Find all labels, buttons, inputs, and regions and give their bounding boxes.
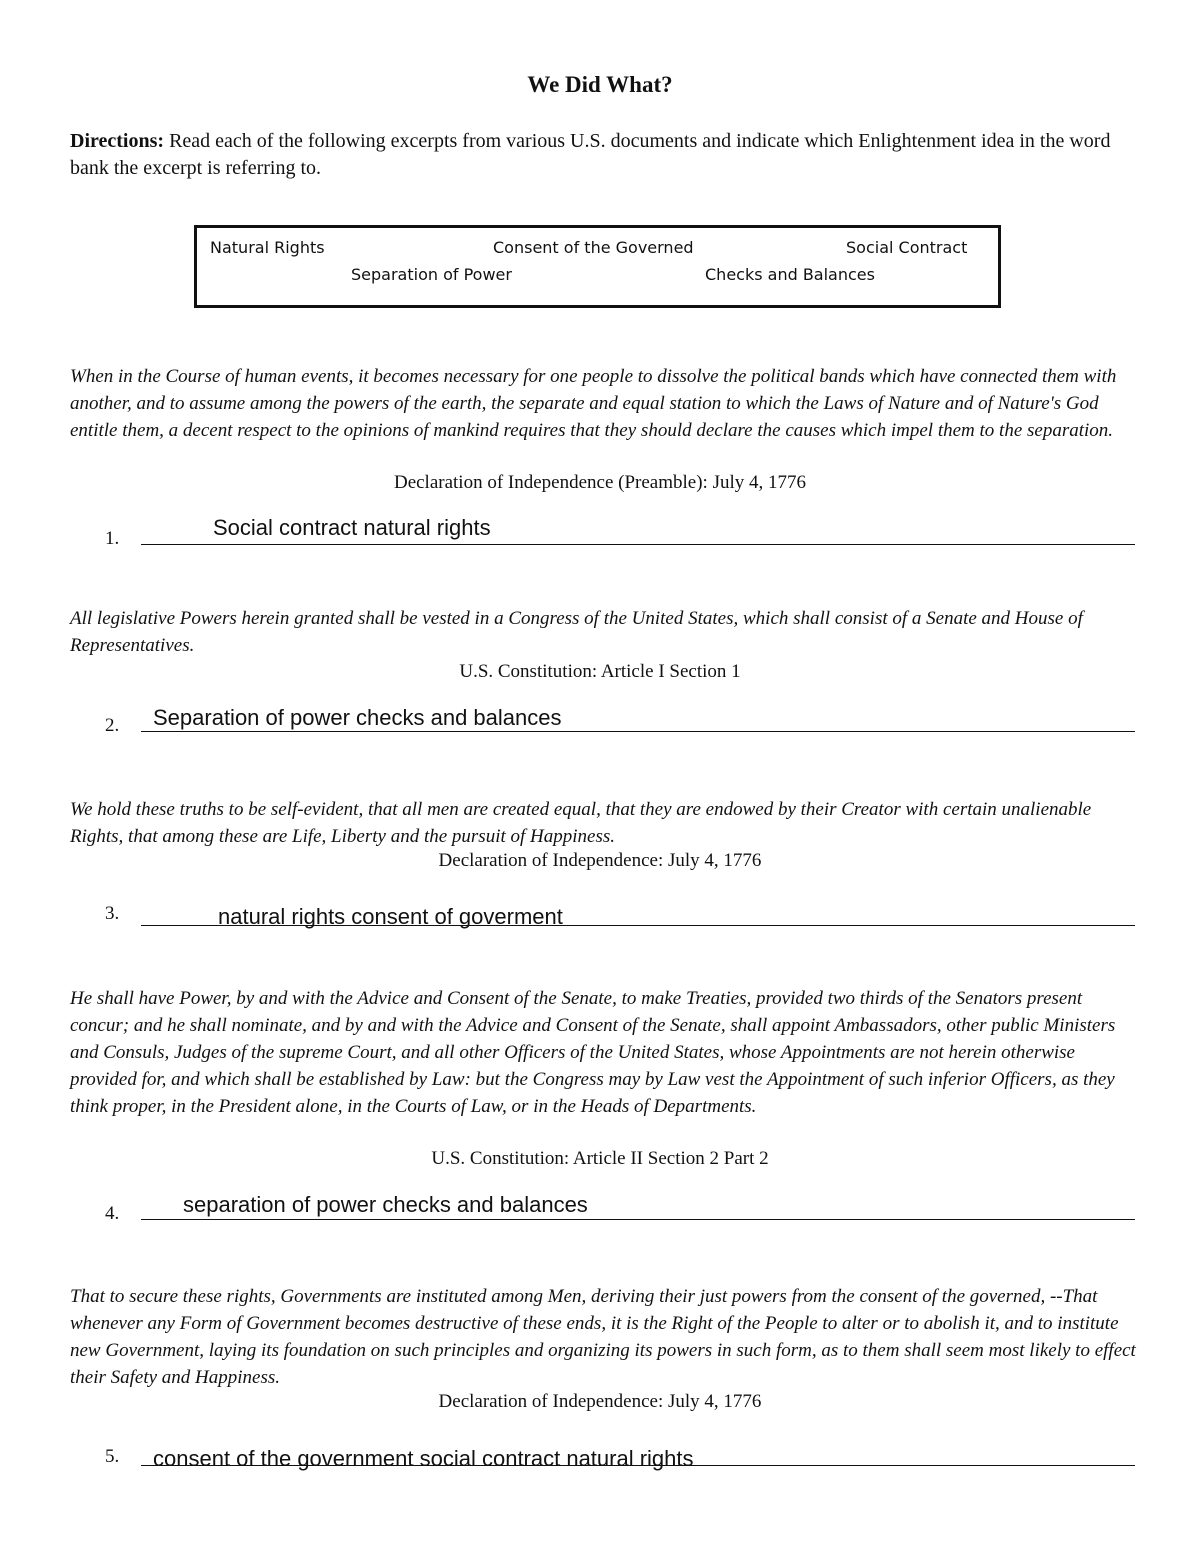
word-bank-term: Consent of the Governed <box>493 238 694 257</box>
answer-field[interactable]: consent of the government social contract natural rights <box>153 1446 694 1471</box>
excerpt-4: He shall have Power, by and with the Advice and Consent of the Senate, to make Treaties, provided two thirds of the Senators present concur; and he shall nominate, and by and with the Advice and Consent of the Senate, shall appoint Ambassadors, other public Ministers and Consuls, Judges of the supreme Court, and all other Officers of the United States, whose Appointments are not herein otherwise provided for, and which shall be established by Law: but the Congress may by Law vest the Appointment of such inferior Officers, as they think proper, in the President alone, in the Courts of Law, or in the Heads of Departments. <box>70 988 1116 1117</box>
answer-row-3 <box>105 900 1135 940</box>
source-4: U.S. Constitution: Article II Section 2 Part 2 <box>431 1148 769 1169</box>
question-number: 5. <box>105 1446 120 1467</box>
word-bank-term: Checks and Balances <box>705 265 875 284</box>
answer-line <box>141 731 1135 732</box>
source-1: Declaration of Independence (Preamble): July 4, 1776 <box>393 472 807 493</box>
source-2: U.S. Constitution: Article I Section 1 <box>459 661 741 682</box>
answer-field[interactable]: separation of power checks and balances <box>183 1192 588 1217</box>
source-5: Declaration of Independence: July 4, 1776 <box>438 1391 762 1412</box>
answer-field[interactable]: natural rights consent of goverment <box>218 904 563 929</box>
question-number: 2. <box>105 715 120 736</box>
word-bank-term: Social Contract <box>846 238 968 257</box>
answer-row-1 <box>105 514 1135 554</box>
answer-line <box>141 544 1135 545</box>
answer-field[interactable]: Separation of power checks and balances <box>153 705 562 730</box>
excerpt-3: We hold these truths to be self-evident, that all men are created equal, that they are endowed by their Creator with certain unalienable Rights, that among these are Life, Liberty and the pursuit of Happiness. <box>70 799 1092 847</box>
question-number: 1. <box>105 528 120 549</box>
excerpt-2: All legislative Powers herein granted shall be vested in a Congress of the United States, which shall consist of a Senate and House of Representatives. <box>70 608 1083 656</box>
answer-row-4 <box>105 1191 1135 1231</box>
answer-row-2 <box>105 704 1135 744</box>
answer-line <box>141 1219 1135 1220</box>
question-number: 4. <box>105 1203 120 1224</box>
word-bank <box>194 225 1001 308</box>
word-bank-term: Natural Rights <box>210 238 325 257</box>
directions-text: Read each of the following excerpts from various U.S. documents and indicate which Enlightenment idea in the word bank the excerpt is referring to. <box>70 130 1111 179</box>
directions <box>70 128 1130 182</box>
excerpt-1: When in the Course of human events, it becomes necessary for one people to dissolve the political bands which have connected them with another, and to assume among the powers of the earth, the separate and equal station to which the Laws of Nature and of Nature's God entitle them, a decent respect to the opinions of mankind requires that they should declare the causes which impel them to the separation. <box>70 366 1117 441</box>
page-title: We Did What? <box>527 72 673 97</box>
word-bank-term: Separation of Power <box>351 265 512 284</box>
directions-label: Directions: <box>70 130 165 152</box>
answer-row-5 <box>105 1444 1135 1484</box>
source-3: Declaration of Independence: July 4, 1776 <box>438 850 762 871</box>
question-number: 3. <box>105 903 120 924</box>
answer-field[interactable]: Social contract natural rights <box>213 515 491 540</box>
excerpt-5: That to secure these rights, Governments are instituted among Men, deriving their just powers from the consent of the governed, --That whenever any Form of Government becomes destructive of these ends, it is the Right of the People to alter or to abolish it, and to institute new Government, laying its foundation on such principles and organizing its powers in such form, as to them shall seem most likely to effect their Safety and Happiness. <box>70 1286 1136 1388</box>
